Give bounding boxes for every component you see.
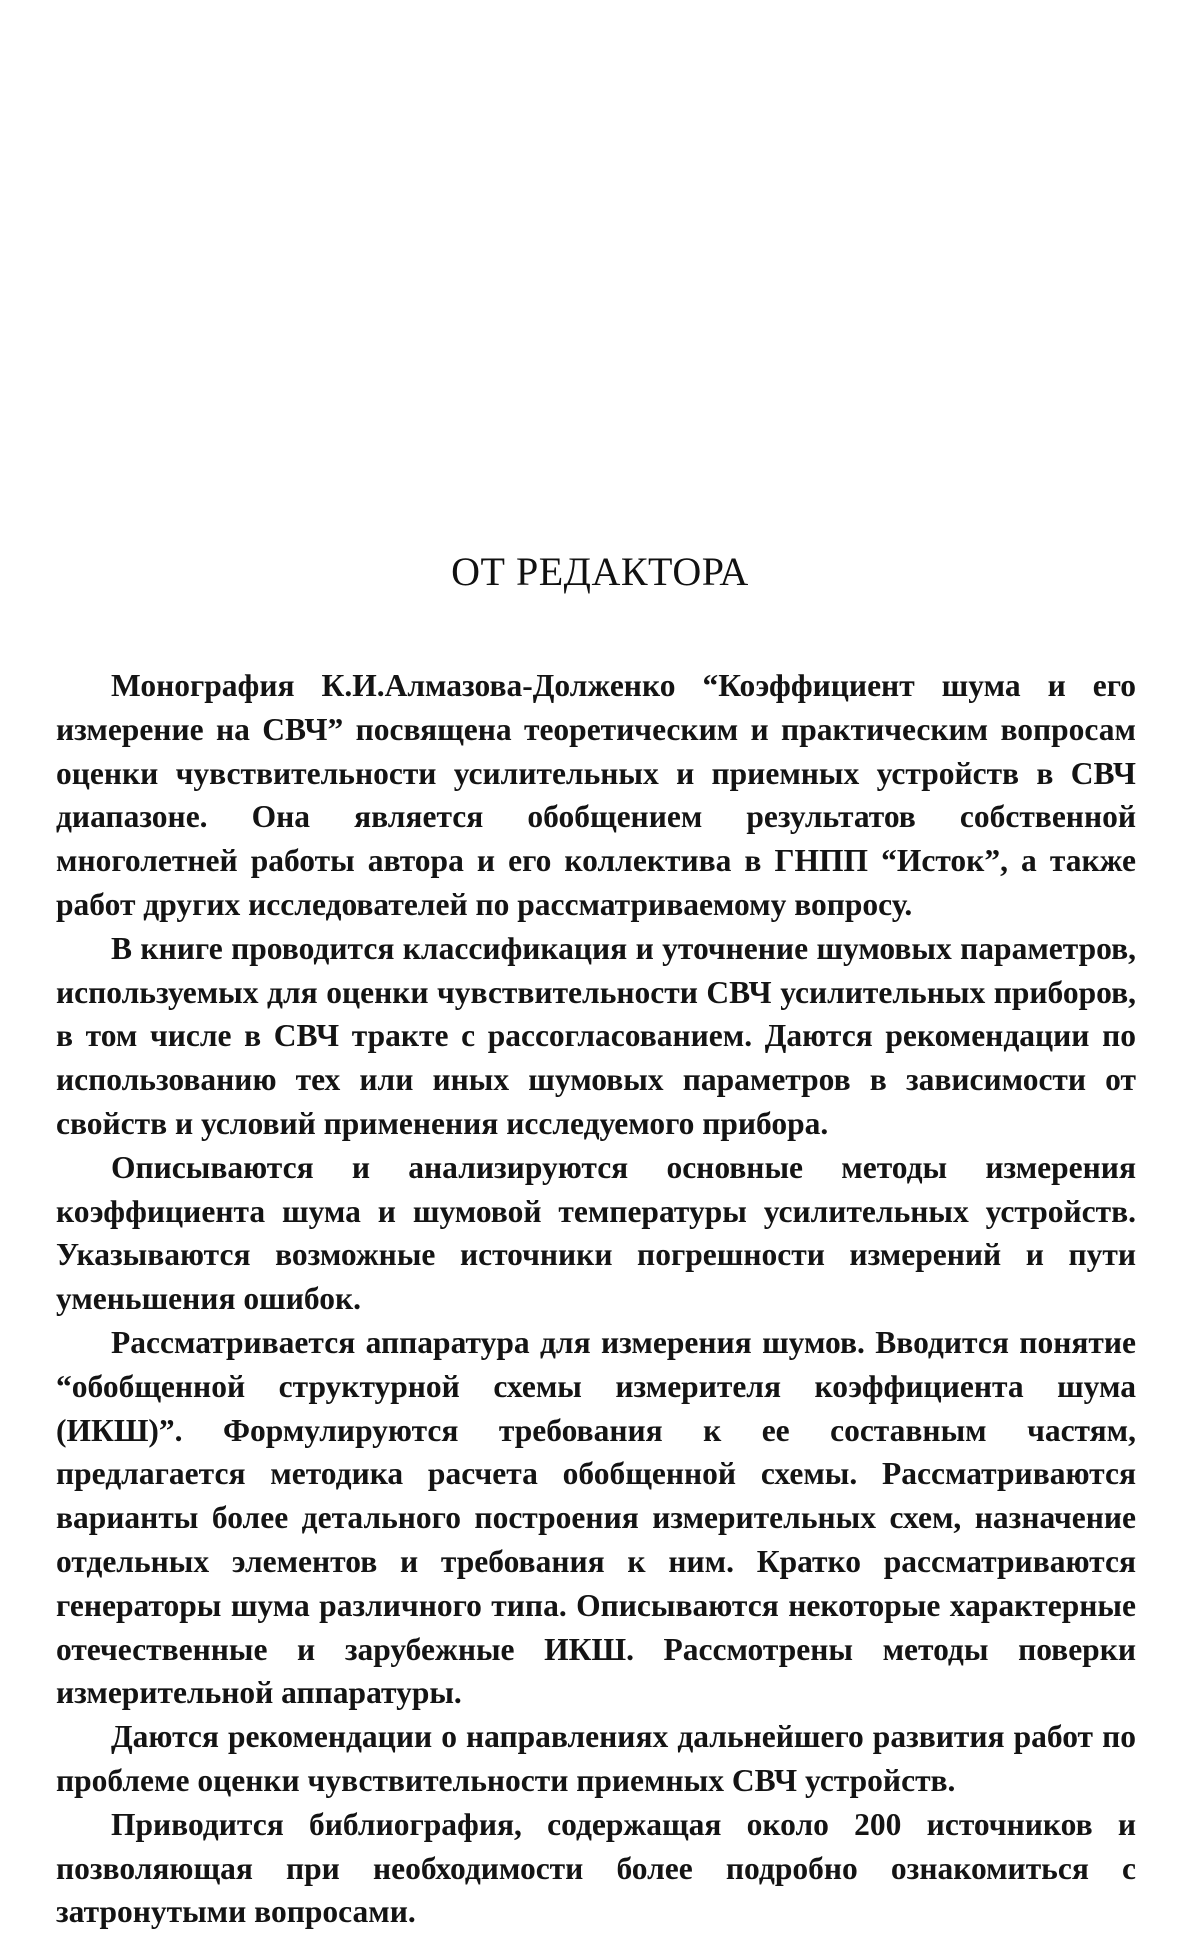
body-text xyxy=(56,664,1136,1934)
paragraph: Даются рекомендации о направлениях дальнейшего развития работ по проблеме оценки чувствительности приемных СВЧ устройств. xyxy=(56,1719,1136,1798)
paragraph: В книге проводится классификация и уточнение шумовых параметров, используемых для оценки чувствительности СВЧ усилительных приборов, в том числе в СВЧ тракте с рассогласованием. Даются рекомендации по использованию тех или иных шумовых параметров в зависимости от свойств и условий применения исследуемого прибора. xyxy=(56,930,1136,1141)
page-heading: ОТ РЕДАКТОРА xyxy=(451,549,749,594)
paragraph: Описываются и анализируются основные методы измерения коэффициента шума и шумовой температуры усилительных устройств. Указываются возможные источники погрешности измерений и пути уменьшения ошибок. xyxy=(56,1149,1136,1317)
paragraph: Приводится библиография, содержащая около 200 источников и позволяющая при необходимости более подробно ознакомиться с затронутыми вопросами. xyxy=(56,1806,1136,1930)
paragraph: Рассматривается аппаратура для измерения шумов. Вводится понятие “обобщенной структурной схемы измерителя коэффициента шума (ИКШ)”. Формулируются требования к ее составным частям, предлагается методика расчета обобщенной схемы. Рассматриваются варианты более детального построения измерительных схем, назначение отдельных элементов и требования к ним. Кратко рассматриваются генераторы шума различного типа. Описываются некоторые характерные отечественные и зарубежные ИКШ. Рассмотрены методы поверки измерительной аппаратуры. xyxy=(56,1324,1136,1711)
paragraph: Монография К.И.Алмазова-Долженко “Коэффициент шума и его измерение на СВЧ” посвящена теоретическим и практическим вопросам оценки чувствительности усилительных и приемных устройств в СВЧ диапазоне. Она является обобщением результатов собственной многолетней работы автора и его коллектива в ГНПП “Исток”, а также работ других исследователей по рассматриваемому вопросу. xyxy=(56,668,1136,922)
